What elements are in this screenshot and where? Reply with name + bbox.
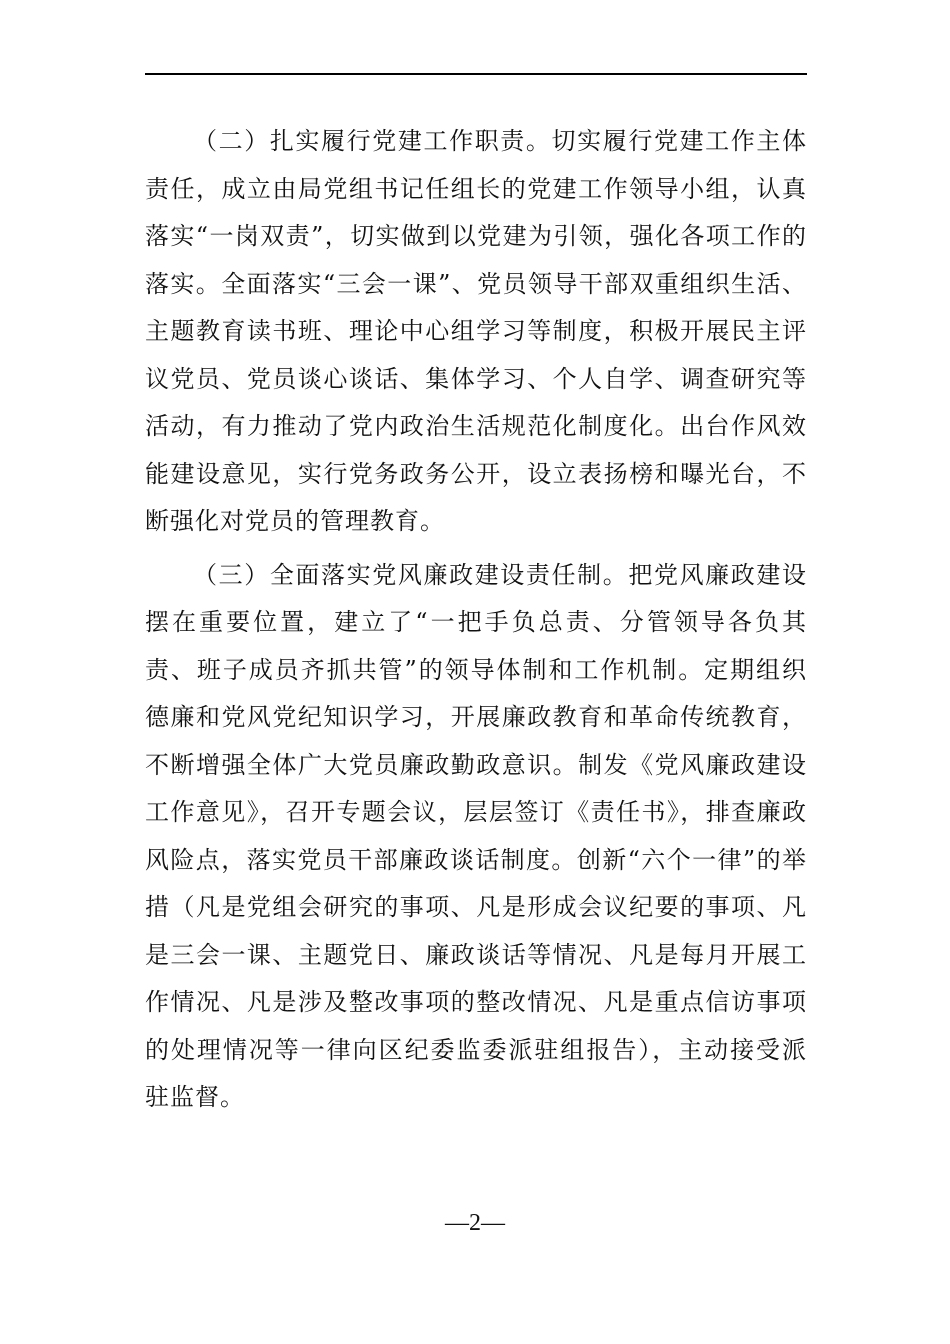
page-number: —2— xyxy=(445,1210,505,1236)
paragraph-party-building-duties: （二）扎实履行党建工作职责。切实履行党建工作主体责任，成立由局党组书记任组长的党建工作领导小组，认真落实“一岗双责”，切实做到以党建为引领，强化各项工作的落实。全面落实“三会一课”、党员领导干部双重组织生活、主题教育读书班、理论中心组学习等制度，积极开展民主评议党员、党员谈心谈话、集体学习、个人自学、调查研究等活动，有力推动了党内政治生活规范化制度化。出台作风效能建设意见，实行党务政务公开，设立表扬榜和曝光台，不断强化对党员的管理教育。 xyxy=(145,127,807,535)
document-body xyxy=(145,118,807,1128)
paragraph-clean-government-responsibility: （三）全面落实党风廉政建设责任制。把党风廉政建设摆在重要位置，建立了“一把手负总责、分管领导各负其责、班子成员齐抓共管”的领导体制和工作机制。定期组织德廉和党风党纪知识学习，开展廉政教育和革命传统教育，不断增强全体广大党员廉政勤政意识。制发《党风廉政建设工作意见》，召开专题会议，层层签订《责任书》，排查廉政风险点，落实党员干部廉政谈话制度。创新“六个一律”的举措（凡是党组会研究的事项、凡是形成会议纪要的事项、凡是三会一课、主题党日、廉政谈话等情况、凡是每月开展工作情况、凡是涉及整改事项的整改情况、凡是重点信访事项的处理情况等一律向区纪委监委派驻组报告），主动接受派驻监督。 xyxy=(145,560,807,1111)
header-rule xyxy=(145,73,807,75)
